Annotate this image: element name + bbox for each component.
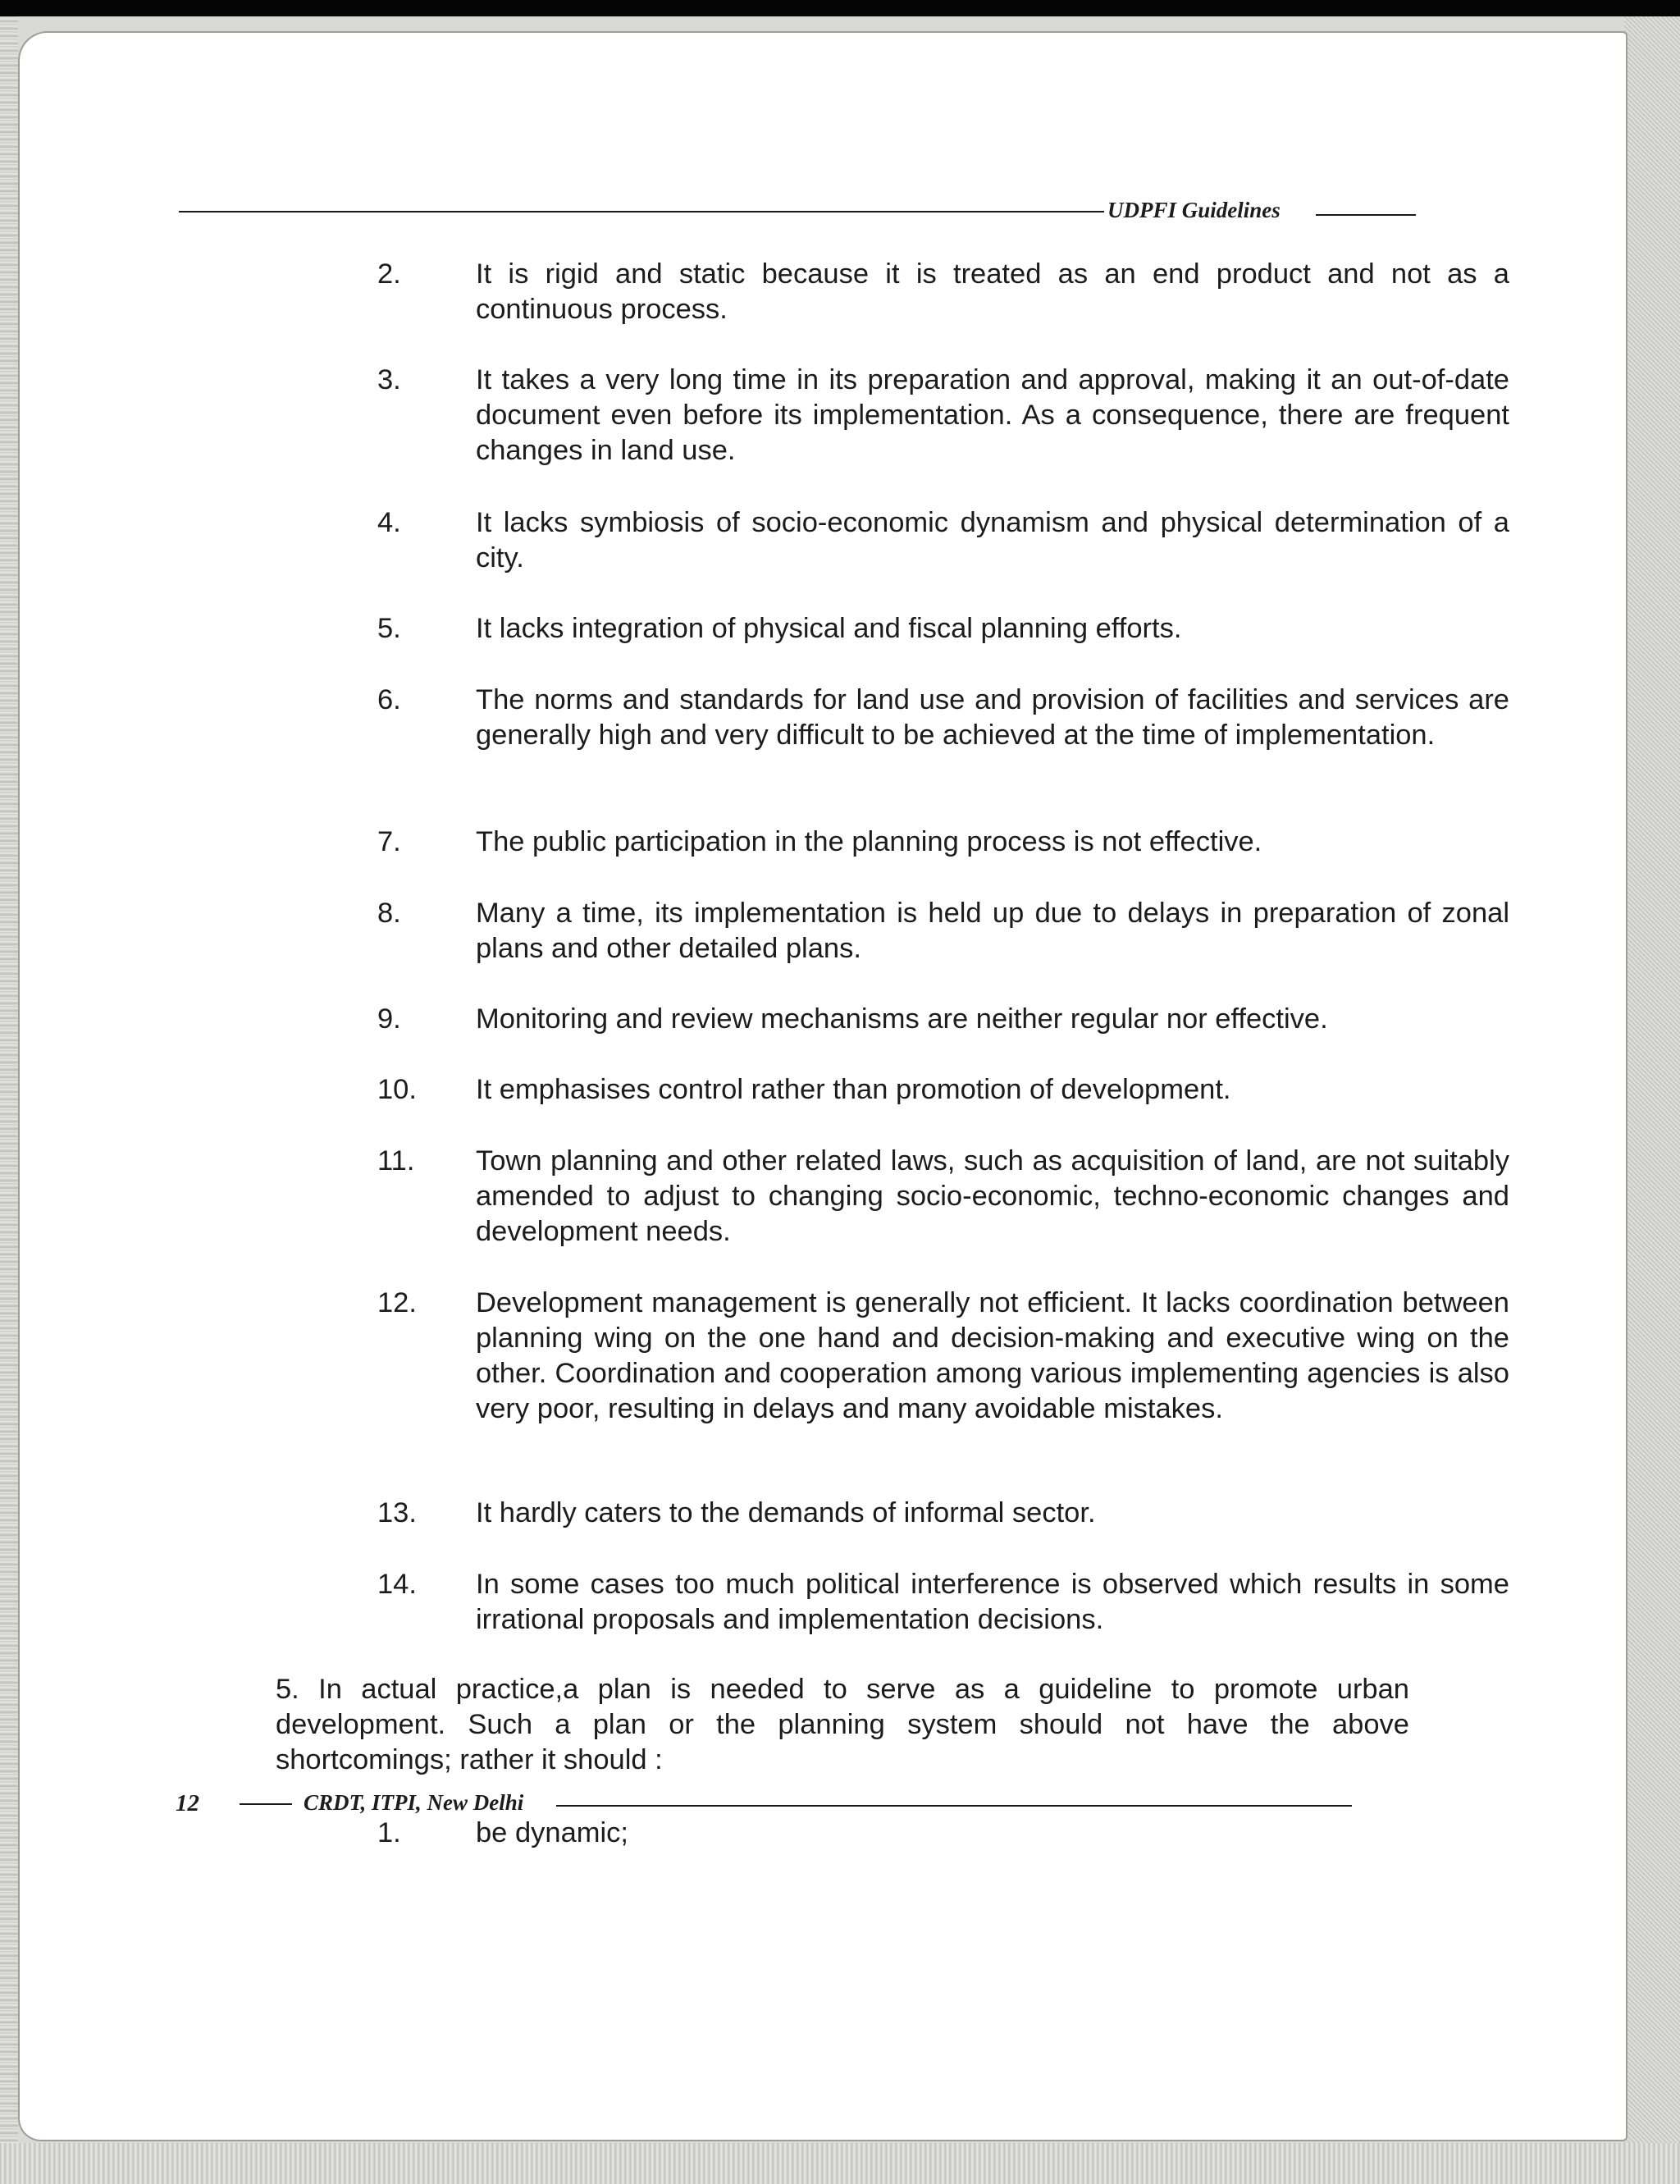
list-item-number: 4. xyxy=(377,507,401,538)
list-item-number: 2. xyxy=(377,258,401,290)
list-item-number: 3. xyxy=(377,364,401,395)
list-item-text: Monitoring and review mechanisms are neither regular nor effective. xyxy=(476,1003,1328,1035)
list-item-text: In some cases too much political interference is observed which results in some irrational proposals and implementation decisions. xyxy=(476,1569,1509,1635)
list-item-text: It lacks integration of physical and fiscal planning efforts. xyxy=(476,613,1182,644)
list-item-number: 11. xyxy=(377,1145,415,1177)
list-item-text: Development management is generally not efficient. It lacks coordination between planning wing on the one hand and decision-making and executive wing on the other. Coordination and cooperation among various implementing agencies is also very poor, resulting in delays and many avoidable mistakes. xyxy=(476,1287,1509,1424)
header-title: UDPFI Guidelines xyxy=(1107,198,1281,222)
header-rule xyxy=(179,211,1104,212)
list-item-text: The public participation in the planning process is not effective. xyxy=(476,826,1262,857)
page-number: 12 xyxy=(176,1790,199,1816)
list-item-number: 1. xyxy=(377,1817,401,1848)
list-item-text: Many a time, its implementation is held up due to delays in preparation of zonal plans and other detailed plans. xyxy=(476,898,1509,964)
list-item-number: 12. xyxy=(377,1287,417,1318)
list-item-number: 6. xyxy=(377,684,401,715)
footer-text: CRDT, ITPI, New Delhi xyxy=(304,1790,524,1815)
header-rule-tail xyxy=(1316,214,1416,216)
list-item-text: be dynamic; xyxy=(476,1817,629,1848)
scan-left-edge xyxy=(0,16,18,2184)
list-item-number: 8. xyxy=(377,898,401,929)
list-item-text: It is rigid and static because it is treated as an end product and not as a continuous process. xyxy=(476,258,1509,325)
scan-right-edge xyxy=(1624,16,1680,2184)
list-item-number: 13. xyxy=(377,1497,417,1528)
footer-rule xyxy=(556,1805,1352,1807)
list-item-text: It takes a very long time in its preparation and approval, making it an out-of-date document even before its implementation. As a consequence, there are frequent changes in land use. xyxy=(476,364,1509,466)
list-item-text: Town planning and other related laws, such as acquisition of land, are not suitably amended to adjust to changing socio-economic, techno-economic changes and development needs. xyxy=(476,1145,1509,1247)
footer-rule-lead xyxy=(240,1803,292,1805)
list-item-number: 5. xyxy=(377,613,401,644)
list-item-text: It hardly caters to the demands of informal sector. xyxy=(476,1497,1096,1528)
list-item-number: 14. xyxy=(377,1569,417,1600)
list-item-number: 7. xyxy=(377,826,401,857)
list-item-text: It emphasises control rather than promotion of development. xyxy=(476,1074,1231,1105)
list-item-number: 10. xyxy=(377,1074,417,1105)
scan-top-border xyxy=(0,0,1680,16)
list-item-number: 9. xyxy=(377,1003,401,1035)
scan-bottom-edge xyxy=(0,2143,1680,2184)
body-paragraph: 5. In actual practice,a plan is needed to serve as a guideline to promote urban development. Such a plan or the planning system should not have the above shortcomings; rather it should : xyxy=(276,1674,1409,1775)
list-item-text: The norms and standards for land use and provision of facilities and services are generally high and very difficult to be achieved at the time of implementation. xyxy=(476,684,1509,751)
list-item-text: It lacks symbiosis of socio-economic dynamism and physical determination of a city. xyxy=(476,507,1509,573)
